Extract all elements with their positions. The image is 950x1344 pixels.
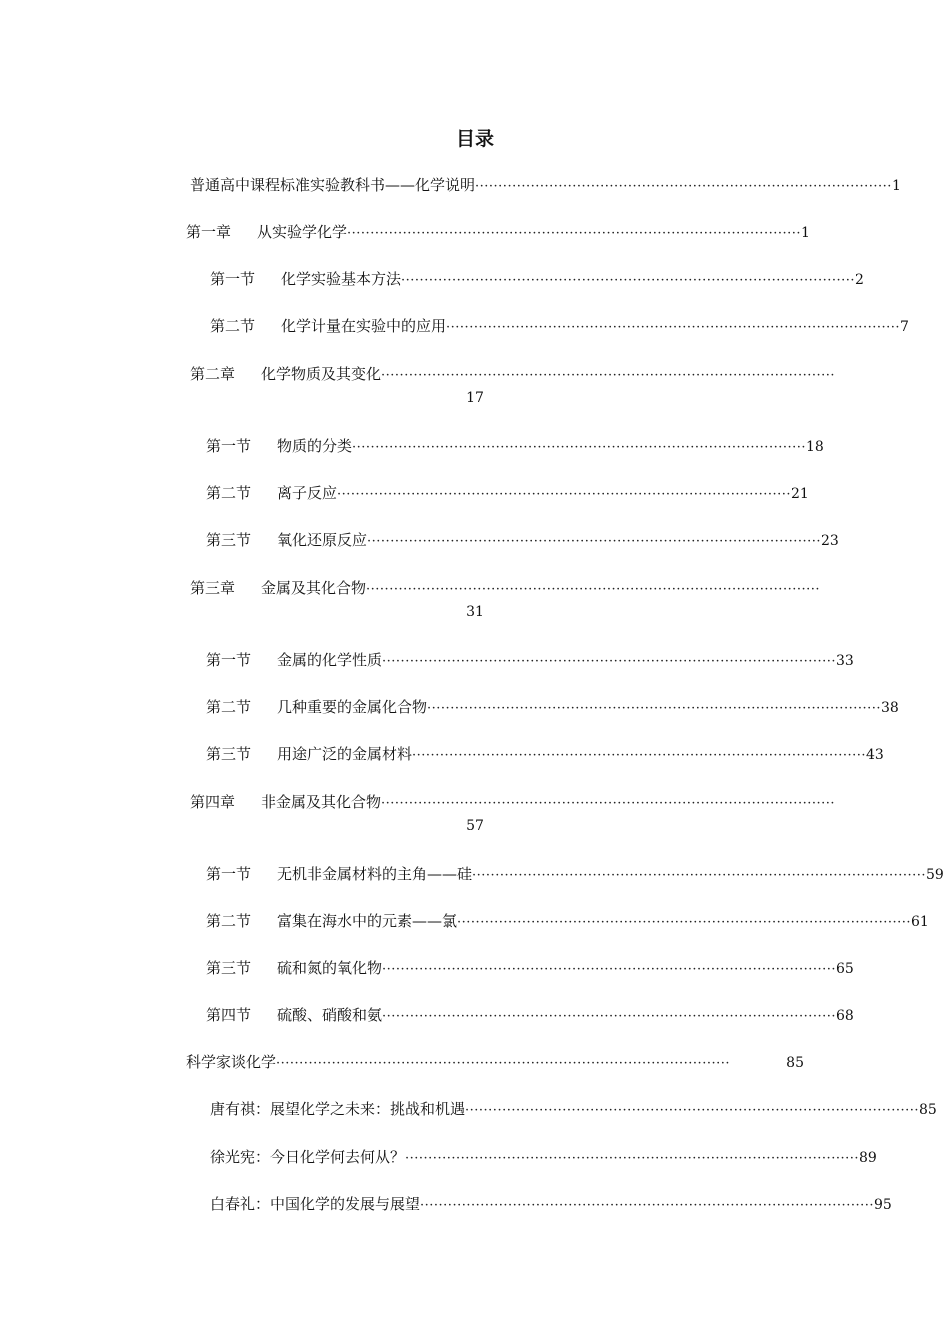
toc-entry[interactable] bbox=[210, 1098, 937, 1119]
toc-entry[interactable] bbox=[206, 529, 839, 550]
toc-section-label: 第一节 bbox=[206, 651, 252, 669]
toc-entry-title: 化学实验基本方法 bbox=[281, 270, 402, 288]
toc-entry-title: 几种重要的金属化合物 bbox=[277, 698, 428, 716]
toc-leader-dots: ·································································································· bbox=[405, 1151, 859, 1166]
toc-entry[interactable] bbox=[210, 315, 909, 336]
toc-section-label: 第三节 bbox=[206, 531, 252, 549]
toc-entry-title: 化学计量在实验中的应用 bbox=[281, 317, 447, 335]
toc-chapter-label: 第二章 bbox=[190, 365, 236, 383]
toc-entry[interactable] bbox=[206, 482, 809, 503]
toc-section-label: 第二节 bbox=[206, 912, 252, 930]
toc-entry-title: 非金属及其化合物 bbox=[261, 793, 382, 811]
toc-entry[interactable] bbox=[206, 435, 824, 456]
toc-page-number: 1 bbox=[801, 225, 810, 241]
toc-entry-title: 硫酸、硝酸和氨 bbox=[277, 1006, 383, 1024]
toc-entry[interactable] bbox=[206, 863, 944, 884]
toc-page-number: 95 bbox=[873, 1197, 892, 1213]
toc-leader-dots: ·································································································· bbox=[412, 748, 866, 763]
toc-leader-dots: ·································································································· bbox=[446, 320, 900, 335]
toc-leader-dots: ·································································································· bbox=[465, 1103, 919, 1118]
toc-page-number: 57 bbox=[466, 818, 484, 834]
toc-page-number: 38 bbox=[881, 700, 899, 716]
toc-entry[interactable] bbox=[206, 649, 854, 670]
toc-leader-dots: ·································································································· bbox=[381, 368, 835, 383]
toc-leader-dots: ·································································································· bbox=[352, 440, 806, 455]
toc-page-number: 1 bbox=[891, 178, 901, 194]
toc-page-number: 7 bbox=[900, 319, 909, 335]
toc-section-label: 第二节 bbox=[210, 317, 256, 335]
toc-page-number: 21 bbox=[791, 486, 809, 502]
toc-leader-dots: ·································································································· bbox=[472, 868, 926, 883]
toc-leader-dots: ·································································································· bbox=[381, 796, 835, 811]
toc-chapter-label: 第三章 bbox=[190, 579, 236, 597]
toc-entry-title: 科学家谈化学 bbox=[186, 1053, 277, 1071]
toc-page-number: 43 bbox=[866, 747, 884, 763]
toc-leader-dots: ·································································································· bbox=[382, 1009, 836, 1024]
toc-page-number: 18 bbox=[806, 439, 824, 455]
toc-page-number: 59 bbox=[926, 867, 944, 883]
toc-entry[interactable] bbox=[206, 957, 854, 978]
toc-entry[interactable] bbox=[206, 696, 899, 717]
toc-entry[interactable] bbox=[190, 363, 835, 384]
toc-leader-dots: ·································································································· bbox=[276, 1056, 730, 1071]
toc-entry-title: 从实验学化学 bbox=[257, 223, 348, 241]
toc-leader-dots: ·································································································· bbox=[382, 654, 836, 669]
toc-entry-title: 无机非金属材料的主角——硅 bbox=[277, 865, 473, 883]
toc-entry-title: 化学物质及其变化 bbox=[261, 365, 382, 383]
toc-entry[interactable] bbox=[206, 743, 884, 764]
toc-section-label: 第一节 bbox=[210, 270, 256, 288]
toc-leader-dots: ·································································································· bbox=[366, 582, 820, 597]
toc-section-label: 第一节 bbox=[206, 865, 252, 883]
toc-entry[interactable] bbox=[210, 1193, 892, 1214]
toc-entry-title: 用途广泛的金属材料 bbox=[277, 745, 413, 763]
toc-entry-title: 富集在海水中的元素——氯 bbox=[277, 912, 458, 930]
toc-section-label: 第三节 bbox=[206, 959, 252, 977]
toc-entry[interactable] bbox=[210, 268, 864, 289]
toc-leader-dots: ·································································································· bbox=[420, 1198, 874, 1213]
toc-entry-title: 普通高中课程标准实验教科书——化学说明 bbox=[190, 176, 476, 194]
page-title: 目录 bbox=[455, 128, 494, 150]
toc-page-number: 17 bbox=[466, 390, 484, 406]
toc-section-label: 第二节 bbox=[206, 698, 252, 716]
toc-page-number: 85 bbox=[786, 1055, 804, 1071]
toc-leader-dots: ·································································································· bbox=[367, 534, 821, 549]
toc-entry-title: 金属及其化合物 bbox=[261, 579, 367, 597]
toc-entry-title: 氧化还原反应 bbox=[277, 531, 368, 549]
toc-leader-dots: ·································································································· bbox=[382, 962, 836, 977]
toc-entry[interactable] bbox=[210, 1146, 877, 1167]
toc-entry[interactable] bbox=[186, 1051, 804, 1072]
toc-entry[interactable] bbox=[190, 791, 835, 812]
toc-entry-title: 唐有祺：展望化学之未来：挑战和机遇 bbox=[210, 1100, 466, 1118]
toc-entry[interactable] bbox=[190, 577, 820, 598]
toc-section-label: 第三节 bbox=[206, 745, 252, 763]
toc-chapter-label: 第一章 bbox=[186, 223, 232, 241]
toc-section-label: 第四节 bbox=[206, 1006, 252, 1024]
toc-entry-title: 白春礼：中国化学的发展与展望 bbox=[210, 1195, 421, 1213]
toc-entry-title: 硫和氮的氧化物 bbox=[277, 959, 383, 977]
toc-entry[interactable] bbox=[186, 221, 810, 242]
toc-entry[interactable] bbox=[206, 910, 929, 931]
toc-page-number: 2 bbox=[855, 272, 864, 288]
toc-leader-dots: ·································································································· bbox=[337, 487, 791, 502]
toc-page-number: 68 bbox=[836, 1008, 854, 1024]
toc-entry-title: 徐光宪：今日化学何去何从？ bbox=[210, 1148, 406, 1166]
toc-leader-dots: ·································································································· bbox=[457, 915, 911, 930]
toc-section-label: 第二节 bbox=[206, 484, 252, 502]
toc-leader-dots: ·································································································· bbox=[427, 701, 881, 716]
toc-section-label: 第一节 bbox=[206, 437, 252, 455]
toc-entry[interactable] bbox=[206, 1004, 854, 1025]
toc-entry-title: 物质的分类 bbox=[277, 437, 353, 455]
toc-page-number: 31 bbox=[466, 604, 484, 620]
toc-page-number: 89 bbox=[858, 1150, 877, 1166]
toc-page-number: 23 bbox=[821, 533, 839, 549]
toc-leader-dots: ·································································································· bbox=[347, 226, 801, 241]
toc-page-number: 65 bbox=[836, 961, 854, 977]
toc-leader-dots: ·························································································· bbox=[475, 179, 892, 194]
toc-page-number: 33 bbox=[836, 653, 854, 669]
toc-entry-title: 金属的化学性质 bbox=[277, 651, 383, 669]
toc-entry[interactable] bbox=[190, 174, 901, 195]
toc-entry-title: 离子反应 bbox=[277, 484, 338, 502]
toc-leader-dots: ·································································································· bbox=[401, 273, 855, 288]
toc-page-number: 85 bbox=[918, 1102, 937, 1118]
toc-chapter-label: 第四章 bbox=[190, 793, 236, 811]
toc-page-number: 61 bbox=[911, 914, 929, 930]
